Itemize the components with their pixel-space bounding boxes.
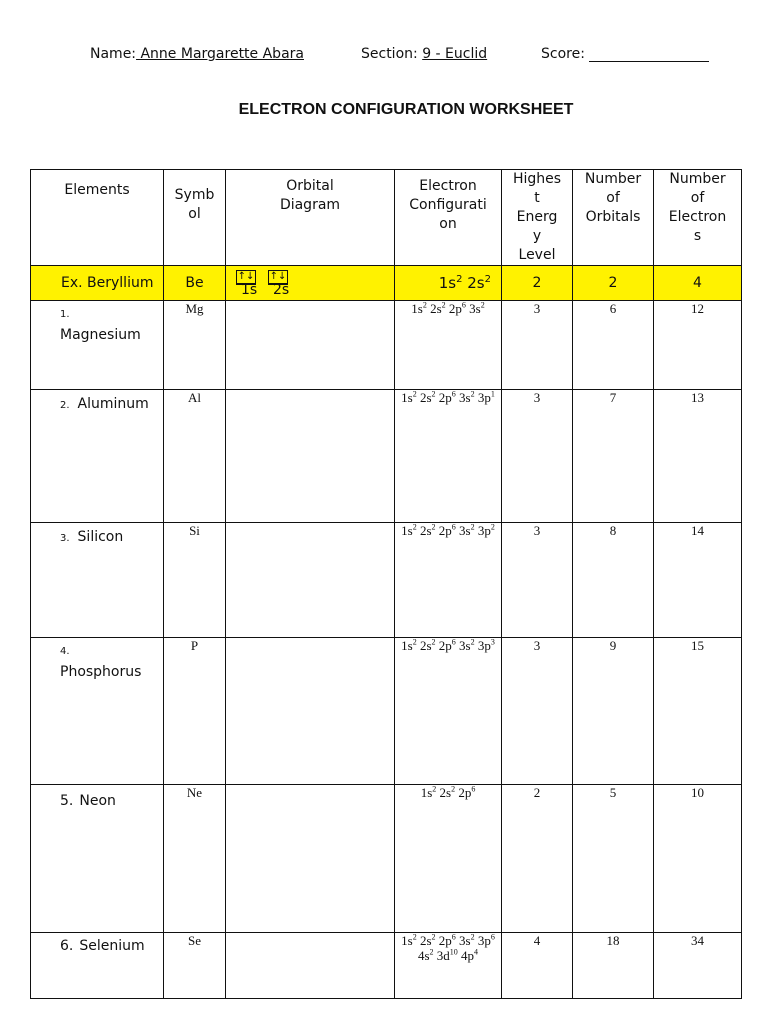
row-number: 6. [60,938,74,954]
element-name-cell [31,301,164,390]
example-highest-level: 2 [502,266,573,301]
example-orbital-diagram [226,266,395,301]
configuration-cell: $1s^2$ $2s^2$ $2p^6$ $3s^2$ $3p^3$ [395,638,502,785]
name-field [90,46,304,62]
orbital-diagram-cell [226,638,395,785]
element-name-cell [31,785,164,933]
score-blank [589,47,709,62]
table-row [31,523,742,638]
electrons-cell: 13 [654,390,742,523]
row-number: 5. [60,793,74,809]
element-name: Silicon [77,529,124,545]
highest-level-cell: 3 [502,390,573,523]
configuration-cell: $1s^2$ $2s^2$ $2p^6$ $3s^2$ [395,301,502,390]
orbitals-cell: 9 [573,638,654,785]
orbital-diagram-cell [226,933,395,999]
name-value: Anne Margarette Abara [136,46,304,62]
header-row [31,170,742,266]
name-label: Name: [90,46,137,62]
example-orbitals: 2 [573,266,654,301]
configuration-cell: $1s^2$ $2s^2$ $2p^6$ $3s^2$ $3p^2$ [395,523,502,638]
symbol-cell: P [164,638,226,785]
electrons-cell: 12 [654,301,742,390]
example-electrons: 4 [654,266,742,301]
orbital-box-2s: ↑↓ [268,270,288,285]
element-name: Magnesium [60,327,141,343]
section-value: 9 - Euclid [422,46,488,62]
row-number: 3. [60,533,70,544]
orbital-diagram-cell [226,523,395,638]
header-symbol: Symb ol [164,170,226,266]
header-electron-configuration: Electron Configurati on [395,170,502,266]
element-name: Aluminum [77,396,149,412]
electrons-cell: 34 [654,933,742,999]
element-name: Phosphorus [60,664,142,680]
electrons-cell: 14 [654,523,742,638]
orbital-diagram-cell [226,390,395,523]
example-configuration: $1s^2$ $2s^2$ [395,266,502,301]
header-orbital-diagram: Orbital Diagram [226,170,395,266]
score-label: Score: [541,46,585,62]
score-field [541,46,709,62]
header-number-of-electrons: Number of Electron s [654,170,742,266]
orbitals-cell: 7 [573,390,654,523]
element-name: Selenium [79,938,145,954]
electron-configuration-table [30,169,742,999]
symbol-cell: Ne [164,785,226,933]
table-row [31,638,742,785]
symbol-cell: Mg [164,301,226,390]
element-name-cell [31,933,164,999]
element-name-cell [31,390,164,523]
element-name: Neon [79,793,116,809]
element-name-cell [31,523,164,638]
example-symbol: Be [164,266,226,301]
header-highest-energy-level: Highes t Energ y Level [502,170,573,266]
header-number-of-orbitals: Number of Orbitals [573,170,654,266]
row-number: 2. [60,400,70,411]
configuration-cell: $1s^2$ $2s^2$ $2p^6$ $3s^2$ $3p^1$ [395,390,502,523]
orbitals-cell: 18 [573,933,654,999]
orbital-label-1s: 1s [241,282,258,298]
orbitals-cell: 5 [573,785,654,933]
orbital-label-2s: 2s [273,282,290,298]
electrons-cell: 15 [654,638,742,785]
table-row [31,301,742,390]
row-number: 1. [60,309,70,320]
highest-level-cell: 4 [502,933,573,999]
orbital-diagram-cell [226,301,395,390]
electrons-cell: 10 [654,785,742,933]
highest-level-cell: 3 [502,523,573,638]
section-field [361,46,487,62]
orbital-diagram-cell [226,785,395,933]
table-row [31,933,742,999]
table-row [31,390,742,523]
highest-level-cell: 3 [502,638,573,785]
header-elements: Elements [31,170,164,266]
row-number: 4. [60,646,70,657]
worksheet-title: ELECTRON CONFIGURATION WORKSHEET [238,101,574,118]
example-element-name: Ex. Beryllium [31,266,164,301]
orbitals-cell: 6 [573,301,654,390]
orbitals-cell: 8 [573,523,654,638]
symbol-cell: Al [164,390,226,523]
orbital-box-1s: ↑↓ [236,270,256,285]
symbol-cell: Se [164,933,226,999]
symbol-cell: Si [164,523,226,638]
highest-level-cell: 2 [502,785,573,933]
element-name-cell [31,638,164,785]
table-row [31,785,742,933]
example-row [31,266,742,301]
highest-level-cell: 3 [502,301,573,390]
configuration-cell: $1s^2$ $2s^2$ $2p^6$ $3s^2$ $3p^6$ $4s^2$ $3d^{10}$ $4p^4$ [395,933,502,999]
section-label: Section: [361,46,418,62]
configuration-cell: $1s^2$ $2s^2$ $2p^6$ [395,785,502,933]
